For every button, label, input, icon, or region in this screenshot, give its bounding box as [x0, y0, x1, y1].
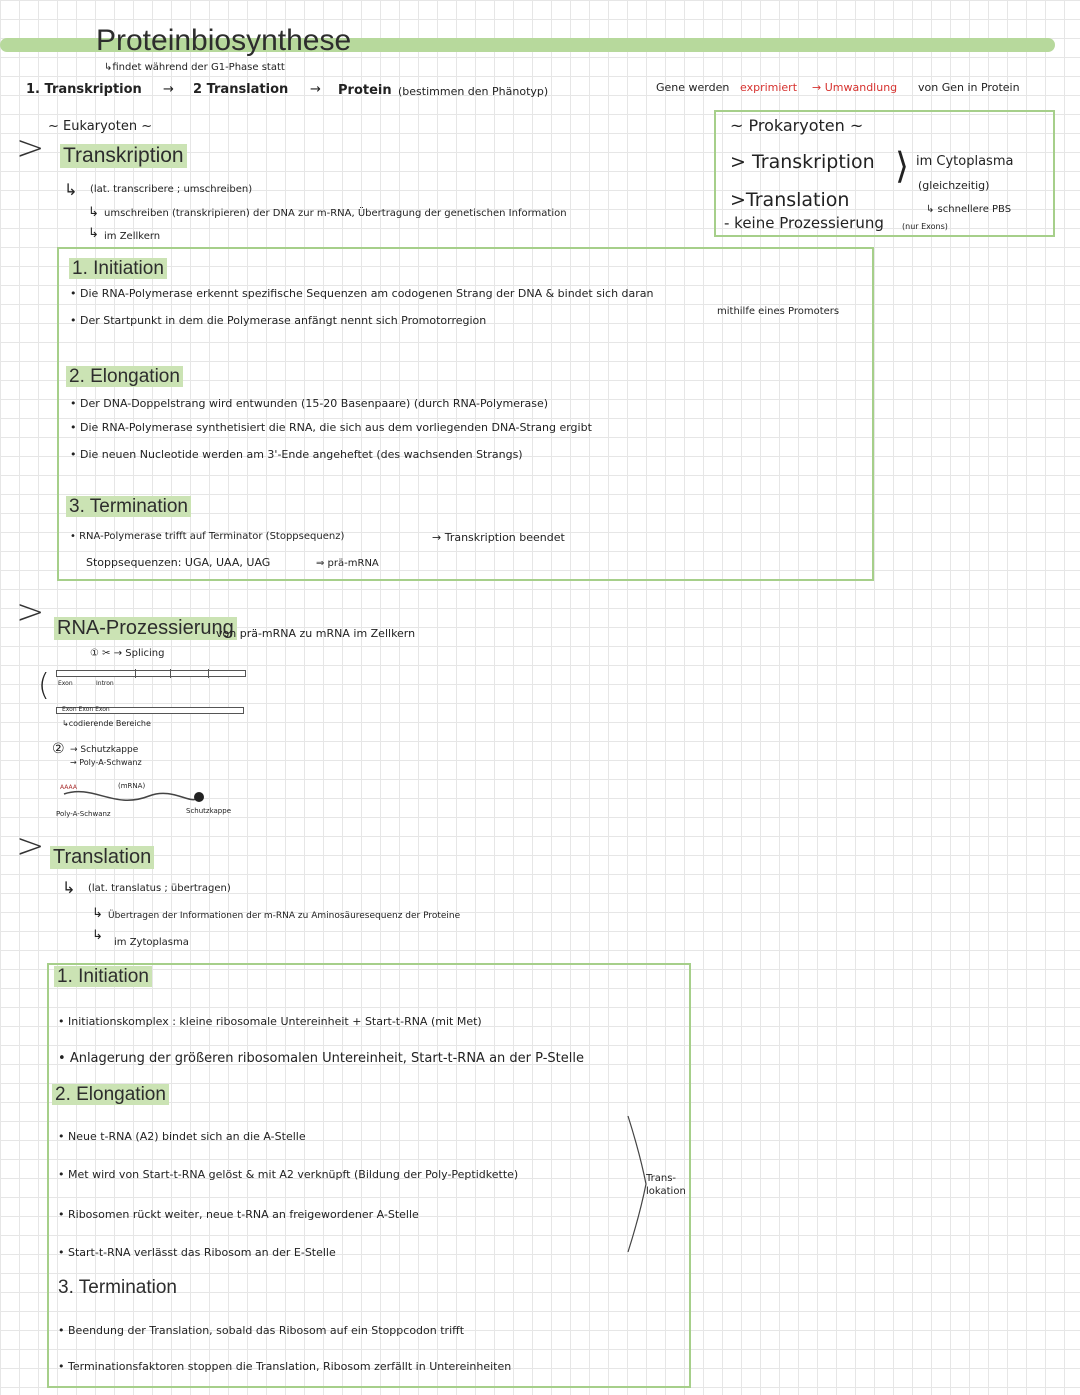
- page-subtitle: ↳findet während der G1-Phase statt: [104, 62, 285, 73]
- step2-circle-icon: ②: [52, 741, 65, 757]
- transkription-title: Transkription: [60, 144, 187, 168]
- tl-elongation-title: [52, 1084, 169, 1106]
- pre-mrna-divider: [170, 669, 171, 678]
- page-title: Proteinbiosynthese: [96, 24, 352, 57]
- tl-elongation-3-text: Ribosomen rückt weiter, neue t-RNA an freigewordener A-Stelle: [68, 1208, 419, 1221]
- tk-elongation-1-text: Der DNA-Doppelstrang wird entwunden (15-20 Basenpaare) (durch RNA-Polymerase): [80, 397, 549, 410]
- tk-termination-title-text: 3. Termination: [66, 496, 191, 517]
- translation-point2: im Zytoplasma: [114, 937, 189, 948]
- exons-row-label: Exon Exon Exon: [62, 706, 110, 713]
- eukaryoten-label: ~ Eukaryoten ~: [48, 119, 153, 134]
- translation-lat-arrow-icon: ↳: [62, 878, 76, 897]
- tl-elongation-3: • Ribosomen rückt weiter, neue t-RNA an freigewordener A-Stelle: [58, 1208, 419, 1221]
- tk-initiation-2-text: Der Startpunkt in dem die Polymerase anfängt nennt sich Promotorregion: [80, 314, 487, 327]
- translation-point1: Übertragen der Informationen der m-RNA zu Aminosäuresequenz der Proteine: [108, 911, 461, 921]
- schutzkappe-label: → Schutzkappe: [70, 745, 139, 755]
- tl-initiation-2: • Anlagerung der größeren ribosomalen Untereinheit, Start-t-RNA an der P-Stelle: [58, 1051, 584, 1066]
- prokaryoten-bracket: ⟩: [895, 146, 910, 187]
- tk-elongation-3: • Die neuen Nucleotide werden am 3'-Ende angeheftet (des wachsenden Strangs): [70, 448, 523, 461]
- tl-elongation-1: • Neue t-RNA (A2) bindet sich an die A-Stelle: [58, 1130, 306, 1143]
- tk-termination-1-text: RNA-Polymerase trifft auf Terminator (Stoppsequenz): [79, 531, 345, 542]
- tk-elongation-2: • Die RNA-Polymerase synthetisiert die RNA, die sich aus dem vorliegenden DNA-Strang ergibt: [70, 421, 592, 434]
- tl-initiation-1: • Initiationskomplex : kleine ribosomale Untereinheit + Start-t-RNA (mit Met): [58, 1015, 482, 1028]
- prokaryoten-location: im Cytoplasma: [916, 154, 1014, 169]
- tk-initiation-title: [69, 258, 167, 280]
- schutzkappe-cap-label: Schutzkappe: [186, 807, 231, 815]
- tk-termination-title: [66, 496, 191, 518]
- transkription-point1-arrow-icon: ↳: [88, 205, 99, 220]
- intron-label: Intron: [96, 680, 114, 687]
- pre-mrna-divider: [208, 669, 209, 678]
- overview-arrow-1: →: [163, 82, 174, 97]
- prokaryoten-simultan: (gleichzeitig): [918, 179, 990, 192]
- bracket-icon: (: [38, 668, 50, 703]
- codierende-label: ↳codierende Bereiche: [62, 719, 151, 728]
- tk-termination-2b: ⇒ prä-mRNA: [316, 558, 379, 569]
- transkription-bullet-icon: >: [16, 128, 45, 168]
- tl-termination-1-text: Beendung der Translation, sobald das Ribosom auf ein Stoppcodon trifft: [68, 1324, 465, 1337]
- prokaryoten-faster: ↳ schnellere PBS: [926, 204, 1012, 215]
- translation-bullet-icon: >: [16, 826, 45, 866]
- transkription-lat: (lat. transcribere ; umschreiben): [90, 184, 253, 195]
- mrna-label: (mRNA): [118, 782, 146, 790]
- prozessierung-desc: von prä-mRNA zu mRNA im Zellkern: [216, 627, 416, 640]
- tl-termination-2: • Terminationsfaktoren stoppen die Translation, Ribosom zerfällt in Untereinheiten: [58, 1360, 512, 1373]
- tl-initiation-2-text: Anlagerung der größeren ribosomalen Untereinheit, Start-t-RNA an der P-Stelle: [69, 1051, 584, 1066]
- prozessierung-bullet-icon: >: [16, 592, 45, 632]
- tk-termination-1b: → Transkription beendet: [432, 531, 565, 544]
- tk-initiation-title-text: 1. Initiation: [69, 258, 167, 279]
- pre-mrna-divider: [135, 669, 136, 678]
- transkription-point1: umschreiben (transkripieren) der DNA zur m-RNA, Übertragung der genetischen Information: [104, 208, 567, 219]
- prokaryoten-translation: >Translation: [730, 189, 850, 211]
- tl-initiation-title: [54, 966, 152, 988]
- transkription-lat-arrow-icon: ↳: [64, 180, 78, 199]
- gene-text-d: von Gen in Protein: [918, 81, 1020, 94]
- overview-arrow-2: →: [310, 82, 321, 97]
- tl-elongation-2-text: Met wird von Start-t-RNA gelöst & mit A2 verknüpft (Bildung der Poly-Peptidkette): [68, 1168, 519, 1181]
- prokaryoten-only-exons: (nur Exons): [902, 222, 948, 231]
- tk-elongation-3-text: Die neuen Nucleotide werden am 3'-Ende angeheftet (des wachsenden Strangs): [80, 448, 523, 461]
- tl-elongation-4: • Start-t-RNA verlässt das Ribosom an der E-Stelle: [58, 1246, 336, 1259]
- tk-elongation-2-text: Die RNA-Polymerase synthetisiert die RNA, die sich aus dem vorliegenden DNA-Strang ergibt: [80, 421, 592, 434]
- tk-initiation-2: • Der Startpunkt in dem die Polymerase anfängt nennt sich Promotorregion: [70, 314, 487, 327]
- gene-text-b: exprimiert: [740, 81, 798, 94]
- translation-point1-arrow-icon: ↳: [92, 906, 103, 921]
- overview-step-1: 1. Transkription: [26, 82, 142, 97]
- tk-elongation-title: [66, 366, 183, 388]
- prokaryoten-label: ~ Prokaryoten ~: [730, 116, 864, 135]
- splicing-label: ① ✂ → Splicing: [90, 648, 165, 659]
- aaaa-label: AAAA: [60, 784, 77, 791]
- tl-initiation-1-text: Initiationskomplex : kleine ribosomale Untereinheit + Start-t-RNA (mit Met): [68, 1015, 482, 1028]
- prozessierung-title: RNA-Prozessierung: [54, 617, 237, 640]
- tl-elongation-4-text: Start-t-RNA verlässt das Ribosom an der E-Stelle: [68, 1246, 336, 1259]
- gene-text-a: Gene werden: [656, 81, 730, 94]
- tl-termination-2-text: Terminationsfaktoren stoppen die Translation, Ribosom zerfällt in Untereinheiten: [68, 1360, 512, 1373]
- tk-termination-1: • RNA-Polymerase trifft auf Terminator (Stoppsequenz): [70, 531, 345, 542]
- tk-initiation-1: • Die RNA-Polymerase erkennt spezifische Sequenzen am codogenen Strang der DNA & bindet sich daran: [70, 287, 654, 300]
- tk-initiation-1-text: Die RNA-Polymerase erkennt spezifische Sequenzen am codogenen Strang der DNA & bindet sich daran: [80, 287, 654, 300]
- translation-point2-arrow-icon: ↳: [92, 928, 103, 943]
- overview-step-3-note: (bestimmen den Phänotyp): [398, 85, 549, 98]
- pre-mrna-bar: [56, 670, 246, 677]
- transkription-point2: im Zellkern: [104, 231, 161, 242]
- transkription-point2-arrow-icon: ↳: [88, 226, 99, 241]
- tl-termination-title: 3. Termination: [58, 1277, 177, 1298]
- translokation-label: Trans- lokation: [646, 1173, 686, 1197]
- tk-initiation-1b: mithilfe eines Promoters: [717, 306, 840, 317]
- gene-text-c: → Umwandlung: [812, 81, 898, 94]
- prokaryoten-transkription: > Transkription: [730, 151, 875, 173]
- tk-elongation-title-text: 2. Elongation: [66, 366, 183, 387]
- polya-tail-label: Poly-A-Schwanz: [56, 810, 111, 818]
- translation-title: Translation: [50, 846, 154, 869]
- tl-termination-1: • Beendung der Translation, sobald das Ribosom auf ein Stoppcodon trifft: [58, 1324, 465, 1337]
- tk-termination-2: Stoppsequenzen: UGA, UAA, UAG: [86, 556, 271, 569]
- tk-elongation-1: • Der DNA-Doppelstrang wird entwunden (15-20 Basenpaare) (durch RNA-Polymerase): [70, 397, 549, 410]
- translation-lat: (lat. translatus ; übertragen): [88, 883, 231, 894]
- tl-elongation-1-text: Neue t-RNA (A2) bindet sich an die A-Stelle: [68, 1130, 306, 1143]
- tl-elongation-title-text: 2. Elongation: [52, 1084, 169, 1105]
- prokaryoten-no-processing: - keine Prozessierung: [724, 214, 884, 232]
- overview-step-2: 2 Translation: [193, 82, 289, 97]
- tl-initiation-title-text: 1. Initiation: [54, 966, 152, 987]
- tl-elongation-2: • Met wird von Start-t-RNA gelöst & mit A2 verknüpft (Bildung der Poly-Peptidkette): [58, 1168, 519, 1181]
- polya-label: → Poly-A-Schwanz: [70, 758, 142, 767]
- overview-step-3: Protein: [338, 83, 392, 98]
- exon-label: Exon: [58, 680, 73, 687]
